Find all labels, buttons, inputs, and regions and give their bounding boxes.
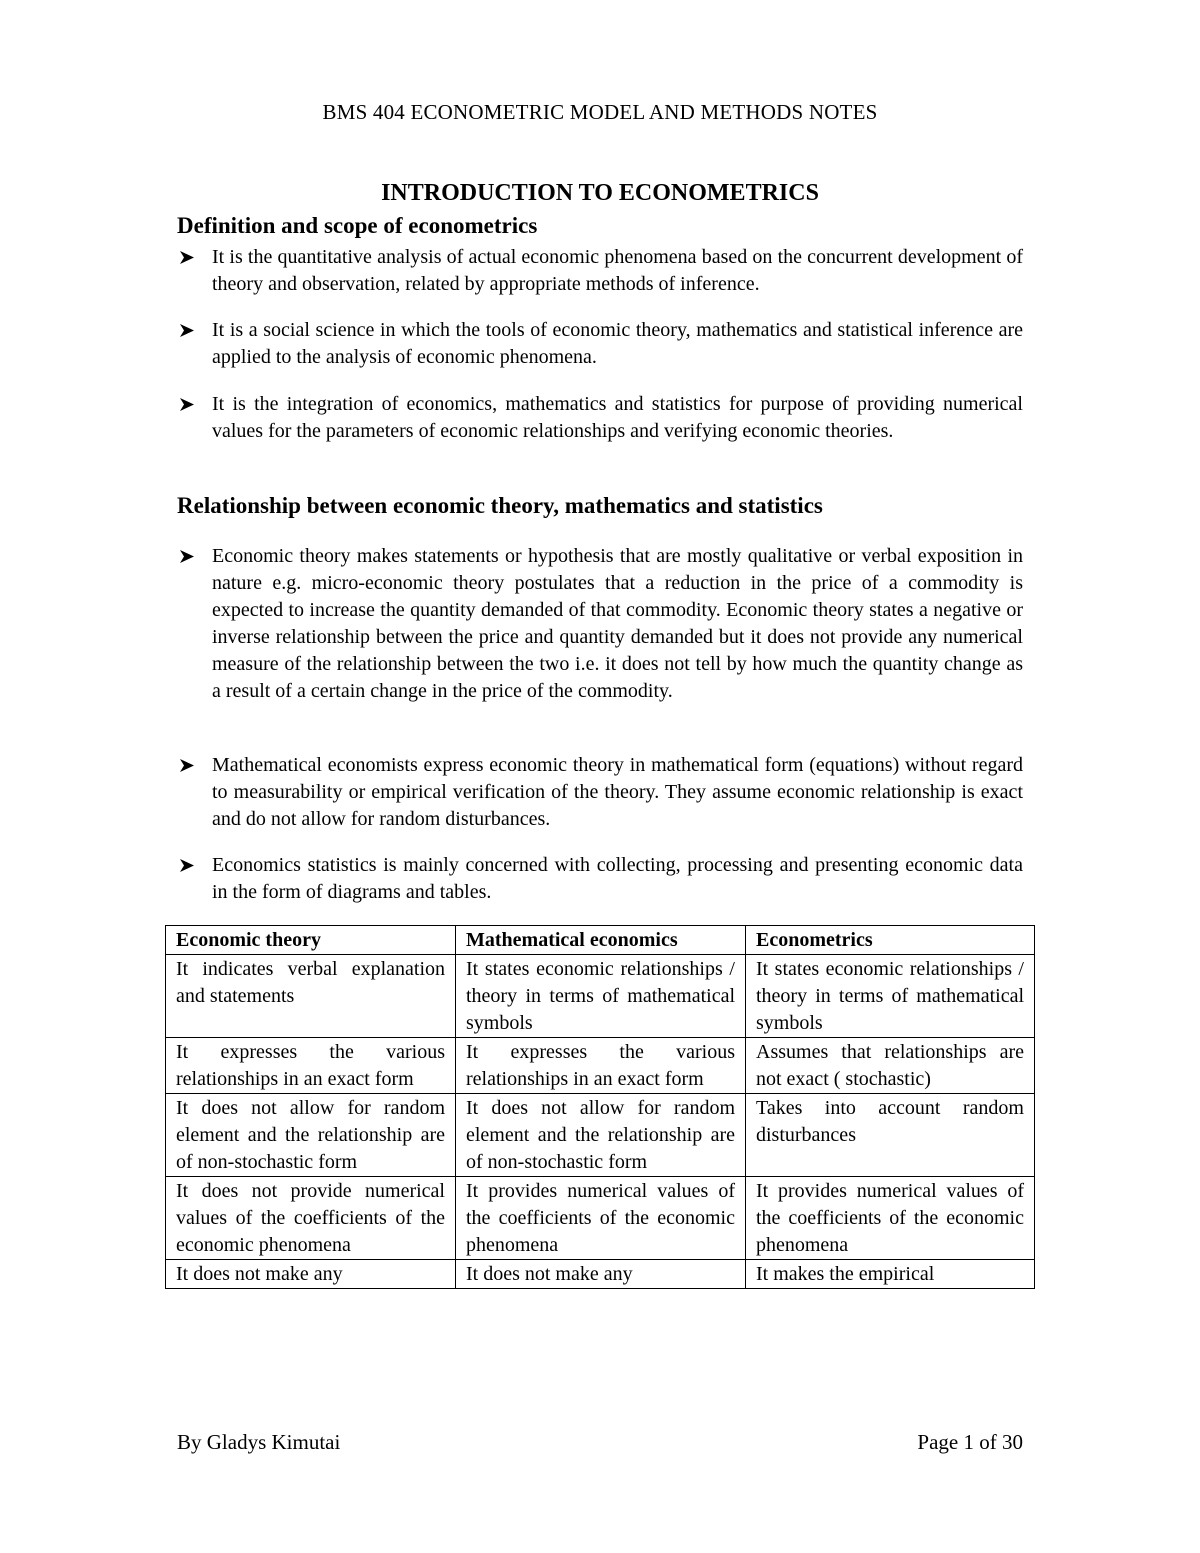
table-cell: It makes the empirical (746, 1260, 1035, 1289)
table-cell: It expresses the various relationships in an exact form (456, 1038, 746, 1094)
table-cell: Assumes that relationships are not exact ( stochastic) (746, 1038, 1035, 1094)
table-cell: It provides numerical values of the coefficients of the economic phenomena (746, 1177, 1035, 1260)
table-row (166, 955, 1035, 1038)
table-cell: Takes into account random disturbances (746, 1094, 1035, 1177)
arrow-bullet-icon (177, 852, 201, 879)
table-row (166, 1260, 1035, 1289)
list-item (177, 391, 1023, 445)
list-item-text: Economic theory makes statements or hypothesis that are mostly qualitative or verbal exposition in nature e.g. micro-economic theory postulates that a reduction in the price of a commodity is expected to increase the quantity demanded of that commodity. Economic theory states a negative or inverse relationship between the price and quantity demanded but it does not provide any numerical measure of the relationship between the two i.e. it does not tell by how much the quantity change as a result of a certain change in the price of the commodity. (212, 545, 1023, 702)
list-item (177, 852, 1023, 906)
arrow-bullet-icon (177, 317, 201, 344)
section-heading-definition: Definition and scope of econometrics (177, 213, 538, 238)
list-item (177, 543, 1023, 705)
list-item (177, 317, 1023, 371)
table-cell: It does not make any (166, 1260, 456, 1289)
list-item-text: It is the quantitative analysis of actual economic phenomena based on the concurrent development of theory and observation, related by appropriate methods of inference. (212, 246, 1023, 295)
table-cell: It does not allow for random element and the relationship are of non-stochastic form (456, 1094, 746, 1177)
column-header: Mathematical economics (456, 926, 746, 955)
list-item-text: It is a social science in which the tools of economic theory, mathematics and statistical inference are applied to the analysis of economic phenomena. (212, 319, 1023, 368)
footer-author: By Gladys Kimutai (177, 1430, 341, 1454)
list-item (177, 752, 1023, 833)
table-cell: It does not provide numerical values of the coefficients of the economic phenomena (166, 1177, 456, 1260)
comparison-table-viewport (160, 900, 1040, 1392)
arrow-bullet-icon (177, 752, 201, 779)
comparison-table (165, 925, 1035, 1289)
table-row (166, 1177, 1035, 1260)
table-cell: It expresses the various relationships in an exact form (166, 1038, 456, 1094)
arrow-bullet-icon (177, 244, 201, 271)
table-cell: It provides numerical values of the coefficients of the economic phenomena (456, 1177, 746, 1260)
table-row (166, 1094, 1035, 1177)
table-cell: It states economic relationships / theory in terms of mathematical symbols (456, 955, 746, 1038)
running-header: BMS 404 ECONOMETRIC MODEL AND METHODS NOTES (322, 100, 878, 124)
table-cell: It states economic relationships / theory in terms of mathematical symbols (746, 955, 1035, 1038)
page-title: INTRODUCTION TO ECONOMETRICS (381, 180, 819, 206)
arrow-bullet-icon (177, 391, 201, 418)
list-item-text: Economics statistics is mainly concerned with collecting, processing and presenting economic data in the form of diagrams and tables. (212, 854, 1023, 903)
footer-page-number: Page 1 of 30 (917, 1430, 1023, 1454)
table-row (166, 1038, 1035, 1094)
column-header: Econometrics (746, 926, 1035, 955)
list-item-text: It is the integration of economics, mathematics and statistics for purpose of providing numerical values for the parameters of economic relationships and verifying economic theories. (212, 393, 1023, 442)
table-cell: It does not make any (456, 1260, 746, 1289)
column-header: Economic theory (166, 926, 456, 955)
table-cell: It does not allow for random element and the relationship are of non-stochastic form (166, 1094, 456, 1177)
table-header-row (166, 926, 1035, 955)
list-item-text: Mathematical economists express economic theory in mathematical form (equations) without regard to measurability or empirical verification of the theory. They assume economic relationship is exact and do not allow for random disturbances. (212, 754, 1023, 830)
arrow-bullet-icon (177, 543, 201, 570)
section-heading-relationship: Relationship between economic theory, mathematics and statistics (177, 493, 823, 518)
table-cell: It indicates verbal explanation and statements (166, 955, 456, 1038)
list-item (177, 244, 1023, 298)
